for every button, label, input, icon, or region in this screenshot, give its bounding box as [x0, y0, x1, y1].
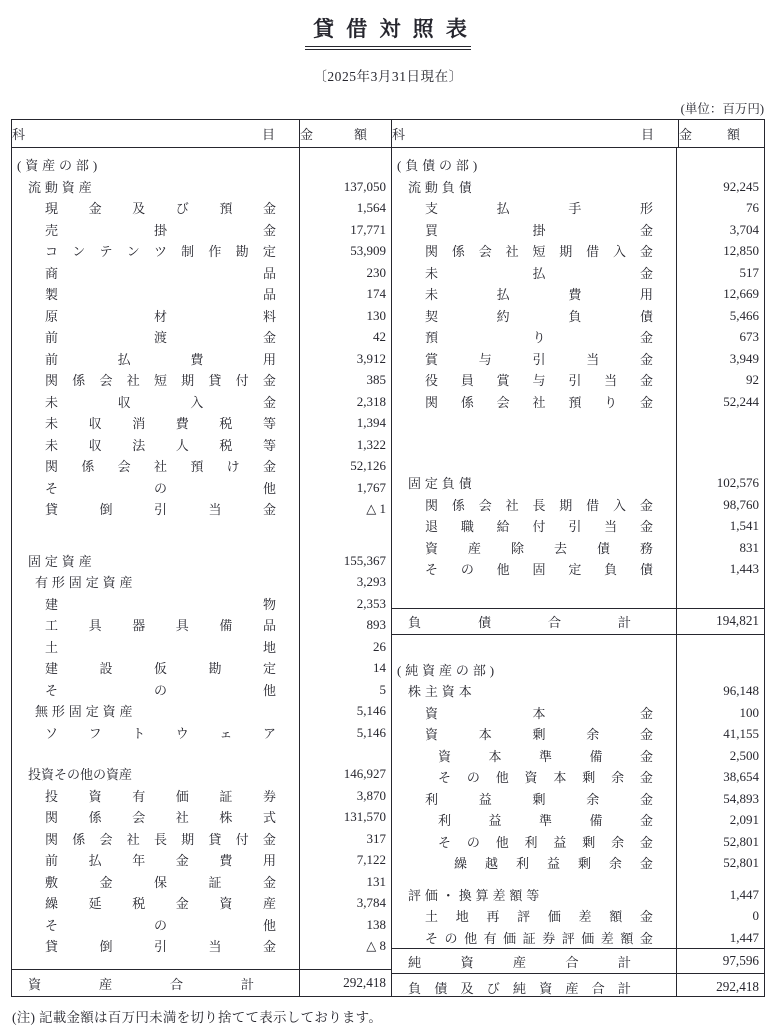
table-row	[392, 154, 764, 176]
amount-value: 26	[373, 638, 386, 654]
current-liabilities-section	[392, 154, 764, 412]
table-row	[12, 614, 391, 636]
page-title: 貸借対照表	[313, 17, 480, 41]
account-label: 資 本 準 備 金	[438, 748, 653, 764]
account-label: 預 り 金	[425, 330, 653, 346]
amount-value: 517	[739, 264, 759, 280]
amount-value: 1,443	[729, 561, 759, 576]
account-label: そ の 他 固 定 負 債	[425, 562, 653, 578]
table-row	[12, 914, 391, 936]
table-row	[12, 806, 391, 828]
table-row	[392, 197, 764, 219]
amount-value: 92,245	[723, 178, 759, 194]
amount-value: 893	[366, 617, 386, 632]
amount-value: 130	[366, 307, 386, 323]
table-row	[392, 283, 764, 305]
amount-value: 102,576	[716, 475, 759, 490]
assets-pane	[12, 148, 392, 996]
account-label: 支 払 手 形	[425, 201, 653, 217]
account-label: 関 係 会 社 預 り 金	[425, 394, 653, 410]
account-label: そ の 他 資 本 剰 余 金	[438, 770, 653, 786]
table-row	[12, 935, 391, 957]
header-account-right: 科 目	[392, 120, 679, 147]
amount-value: 155,367	[343, 552, 386, 568]
footnote: (注) 記載金額は百万円未満を切り捨てて表示しております。	[12, 1010, 383, 1025]
table-row	[392, 852, 764, 874]
table-row	[12, 636, 391, 658]
amount-value: 2,091	[729, 812, 759, 827]
table-row	[12, 828, 391, 850]
account-label: 資 産 除 去 債 務	[425, 540, 653, 556]
amount-value: 2,318	[356, 393, 386, 409]
table-row	[12, 700, 391, 722]
amount-value: 317	[366, 830, 386, 846]
current-assets-section	[12, 154, 391, 520]
amount-value: 3,949	[729, 350, 759, 366]
table-row	[392, 262, 764, 284]
account-label: (負債の部)	[397, 158, 482, 174]
amount-value: 1,564	[356, 200, 386, 215]
table-row	[392, 515, 764, 537]
table-row	[12, 477, 391, 499]
amount-value: 7,122	[356, 852, 386, 867]
amount-value: 1,447	[729, 929, 759, 945]
amount-value: 0	[752, 908, 759, 923]
amount-value: 5,466	[729, 307, 759, 323]
table-row	[392, 369, 764, 391]
account-label: 未 払 金	[425, 265, 653, 281]
table-row	[12, 219, 391, 241]
table-row	[392, 391, 764, 413]
table-row	[12, 305, 391, 327]
table-row	[392, 884, 764, 906]
fixed-liabilities-section	[392, 472, 764, 580]
table-row	[392, 537, 764, 559]
table-row	[392, 723, 764, 745]
amount-value: 174	[366, 286, 386, 301]
table-row	[12, 849, 391, 871]
account-label: 未 収 消 費 税 等	[45, 416, 276, 432]
table-row	[12, 434, 391, 456]
table-row	[12, 892, 391, 914]
grand-total-label: 負 債 及 び 純 資 産 合 計	[408, 980, 631, 996]
unit-label: (単位：百万円)	[680, 102, 764, 116]
account-label: 前 払 費 用	[45, 351, 276, 367]
amount-value: 12,669	[723, 286, 759, 301]
table-body	[12, 148, 764, 996]
account-label: 役 員 賞 与 引 当 金	[425, 373, 653, 389]
header-amount-right: 金 額	[679, 127, 740, 142]
account-label: 無形固定資産	[35, 704, 137, 720]
table-row	[12, 240, 391, 262]
amount-value: 96,148	[723, 683, 759, 698]
amount-value: 3,704	[729, 221, 759, 237]
fixed-assets-section	[12, 550, 391, 744]
account-label: 売 掛 金	[45, 222, 276, 238]
amount-value: 131,570	[343, 809, 386, 824]
table-row	[12, 498, 391, 520]
table-row	[392, 680, 764, 702]
account-label: 前 渡 金	[45, 330, 276, 346]
account-label: 未 払 費 用	[425, 287, 653, 303]
account-label: そ の 他 利 益 剰 余 金	[438, 834, 653, 850]
grand-total-row	[392, 973, 764, 1000]
amount-value: 5	[379, 681, 386, 697]
account-label: そ の 他	[45, 480, 276, 496]
table-row	[12, 176, 391, 198]
table-row	[392, 766, 764, 788]
header-amount-left: 金 額	[300, 120, 392, 147]
amount-value: 54,893	[723, 790, 759, 806]
amount-value: 1,447	[729, 886, 759, 902]
assets-total-label: 資 産 合 計	[28, 976, 254, 992]
amount-value: 52,801	[723, 855, 759, 870]
account-label: 資 本 金	[425, 705, 653, 721]
table-row	[12, 369, 391, 391]
amount-value: 230	[366, 264, 386, 280]
table-row	[12, 571, 391, 593]
liabilities-total-label: 負 債 合 計	[408, 614, 631, 630]
table-row	[392, 326, 764, 348]
table-row	[392, 219, 764, 241]
account-label: 関 係 会 社 短 期 貸 付 金	[45, 373, 276, 389]
account-label: 評価・換算差額等	[408, 887, 544, 903]
amount-value: 5,146	[356, 724, 386, 740]
amount-value: 12,850	[723, 243, 759, 258]
table-row	[12, 197, 391, 219]
account-label: 流動負債	[408, 179, 476, 195]
amount-value: 831	[739, 539, 759, 555]
amount-value: 52,801	[723, 833, 759, 849]
account-label: 土 地 再 評 価 差 額 金	[425, 909, 653, 925]
account-label: 株主資本	[408, 684, 476, 700]
table-row	[392, 240, 764, 262]
account-label: 繰 越 利 益 剰 余 金	[454, 856, 653, 872]
amount-value: 92	[746, 372, 759, 387]
table-row	[392, 305, 764, 327]
account-label: 資 本 剰 余 金	[425, 727, 653, 743]
table-row	[392, 702, 764, 724]
account-label: 工 具 器 具 備 品	[45, 618, 276, 634]
table-row	[392, 472, 764, 494]
account-label: 未 収 入 金	[45, 394, 276, 410]
amount-value: 17,771	[350, 221, 386, 237]
account-label: 関 係 会 社 長 期 借 入 金	[425, 497, 653, 513]
account-label: 商 品	[45, 265, 276, 281]
table-row	[392, 788, 764, 810]
account-label: 貸 倒 引 当 金	[45, 939, 276, 955]
amount-value: 1,322	[356, 436, 386, 452]
account-label: 賞 与 引 当 金	[425, 351, 653, 367]
amount-value: 38,654	[723, 769, 759, 784]
table-row	[392, 831, 764, 853]
account-label: 未 収 法 人 税 等	[45, 437, 276, 453]
amount-value: △ 1	[366, 501, 386, 516]
account-label: 固定資産	[28, 553, 96, 569]
assets-filler	[12, 957, 391, 970]
account-label: そ の 他	[45, 682, 276, 698]
account-label: 繰 延 税 金 資 産	[45, 896, 276, 912]
amount-value: 14	[373, 660, 386, 675]
liabilities-total-value: 194,821	[716, 613, 759, 629]
account-label: 原 材 料	[45, 308, 276, 324]
table-row	[392, 927, 764, 949]
amount-value: 3,293	[356, 574, 386, 589]
table-row	[12, 871, 391, 893]
table-row	[12, 550, 391, 572]
amount-value: 385	[366, 372, 386, 387]
amount-value: 138	[366, 916, 386, 932]
account-label: 投 資 有 価 証 券	[45, 788, 276, 804]
table-row	[12, 679, 391, 701]
table-row	[12, 326, 391, 348]
grand-total-value: 292,418	[716, 979, 759, 995]
table-row	[12, 391, 391, 413]
amount-value: 42	[373, 329, 386, 344]
table-row	[12, 348, 391, 370]
account-label: 関 係 会 社 長 期 貸 付 金	[45, 831, 276, 847]
netassets-total-row	[392, 948, 764, 973]
table-row	[12, 722, 391, 744]
assets-total-value: 292,418	[343, 975, 386, 991]
table-row	[392, 348, 764, 370]
account-label: (純資産の部)	[397, 662, 498, 678]
account-label: 敷 金 保 証 金	[45, 874, 276, 890]
amount-value: 2,353	[356, 595, 386, 611]
header-account-left: 科 目	[12, 120, 300, 147]
amount-value: 52,126	[350, 458, 386, 473]
account-label: 投資その他の資産	[28, 767, 133, 783]
amount-value: 3,870	[356, 787, 386, 803]
table-row	[12, 593, 391, 615]
table-row	[392, 745, 764, 767]
table-row	[392, 905, 764, 927]
table-row	[392, 558, 764, 580]
amount-value: 52,244	[723, 393, 759, 409]
account-label: 貸 倒 引 当 金	[45, 502, 276, 518]
account-label: 利 益 剰 余 金	[425, 791, 653, 807]
account-label: 有形固定資産	[35, 575, 137, 591]
account-label: 建 物	[45, 596, 276, 612]
account-label: 建 設 仮 勘 定	[45, 661, 276, 677]
amount-value: 1,541	[729, 518, 759, 533]
account-label: 前 払 年 金 費 用	[45, 853, 276, 869]
shareholders-equity-section	[392, 659, 764, 874]
amount-value: 5,146	[356, 703, 386, 718]
amount-value: 41,155	[723, 726, 759, 741]
amount-value: 98,760	[723, 496, 759, 512]
account-label: 関 係 会 社 株 式	[45, 810, 276, 826]
table-row	[12, 785, 391, 807]
amount-value: 76	[746, 200, 759, 215]
table-row	[392, 809, 764, 831]
account-label: 流動資産	[28, 179, 96, 195]
account-label: (資産の部)	[17, 158, 102, 174]
amount-value: 3,784	[356, 895, 386, 910]
table-row	[392, 494, 764, 516]
amount-value: 2,500	[729, 747, 759, 763]
amount-value: 146,927	[343, 766, 386, 781]
table-row	[12, 283, 391, 305]
table-row	[12, 455, 391, 477]
account-label: 関 係 会 社 預 け 金	[45, 459, 276, 475]
account-label: コ ン テ ン ツ 制 作 勘 定	[45, 244, 276, 260]
account-label: 退 職 給 付 引 当 金	[425, 519, 653, 535]
valuation-adjustments-section	[392, 884, 764, 949]
table-row	[12, 262, 391, 284]
account-label: 契 約 負 債	[425, 308, 653, 324]
liabilities-netassets-pane	[392, 148, 764, 996]
table-row	[392, 659, 764, 681]
netassets-total-value: 97,596	[722, 953, 759, 969]
table-row	[12, 154, 391, 176]
amount-value: 673	[739, 329, 759, 344]
liabilities-total-row	[392, 608, 764, 635]
account-label: ソ フ ト ウ ェ ア	[45, 725, 276, 741]
account-label: そ の 他 有 価 証 券 評 価 差 額 金	[425, 930, 653, 946]
table-row	[12, 412, 391, 434]
investments-section	[12, 763, 391, 957]
account-label: そ の 他	[45, 917, 276, 933]
assets-total-row	[12, 969, 391, 996]
netassets-total-label: 純 資 産 合 計	[408, 954, 631, 970]
account-label: 関 係 会 社 短 期 借 入 金	[425, 244, 653, 260]
account-label: 土 地	[45, 639, 276, 655]
amount-value: 1,394	[356, 415, 386, 430]
amount-value: 53,909	[350, 243, 386, 258]
amount-value: △ 8	[366, 938, 386, 953]
account-label: 買 掛 金	[425, 222, 653, 238]
amount-value: 137,050	[343, 178, 386, 194]
account-label: 利 益 準 備 金	[438, 813, 653, 829]
account-label: 現 金 及 び 預 金	[45, 201, 276, 217]
table-row	[12, 657, 391, 679]
table-row	[12, 763, 391, 785]
amount-value: 3,912	[356, 350, 386, 366]
balance-sheet-table	[11, 119, 765, 997]
amount-value: 131	[366, 873, 386, 889]
account-label: 製 品	[45, 287, 276, 303]
account-label: 固定負債	[408, 476, 476, 492]
table-header-row	[12, 120, 764, 148]
document-title-block	[0, 0, 776, 50]
amount-value: 1,767	[356, 479, 386, 495]
amount-value: 100	[739, 704, 759, 720]
as-of-date: 〔2025年3月31日現在〕	[313, 69, 463, 84]
table-row	[392, 176, 764, 198]
